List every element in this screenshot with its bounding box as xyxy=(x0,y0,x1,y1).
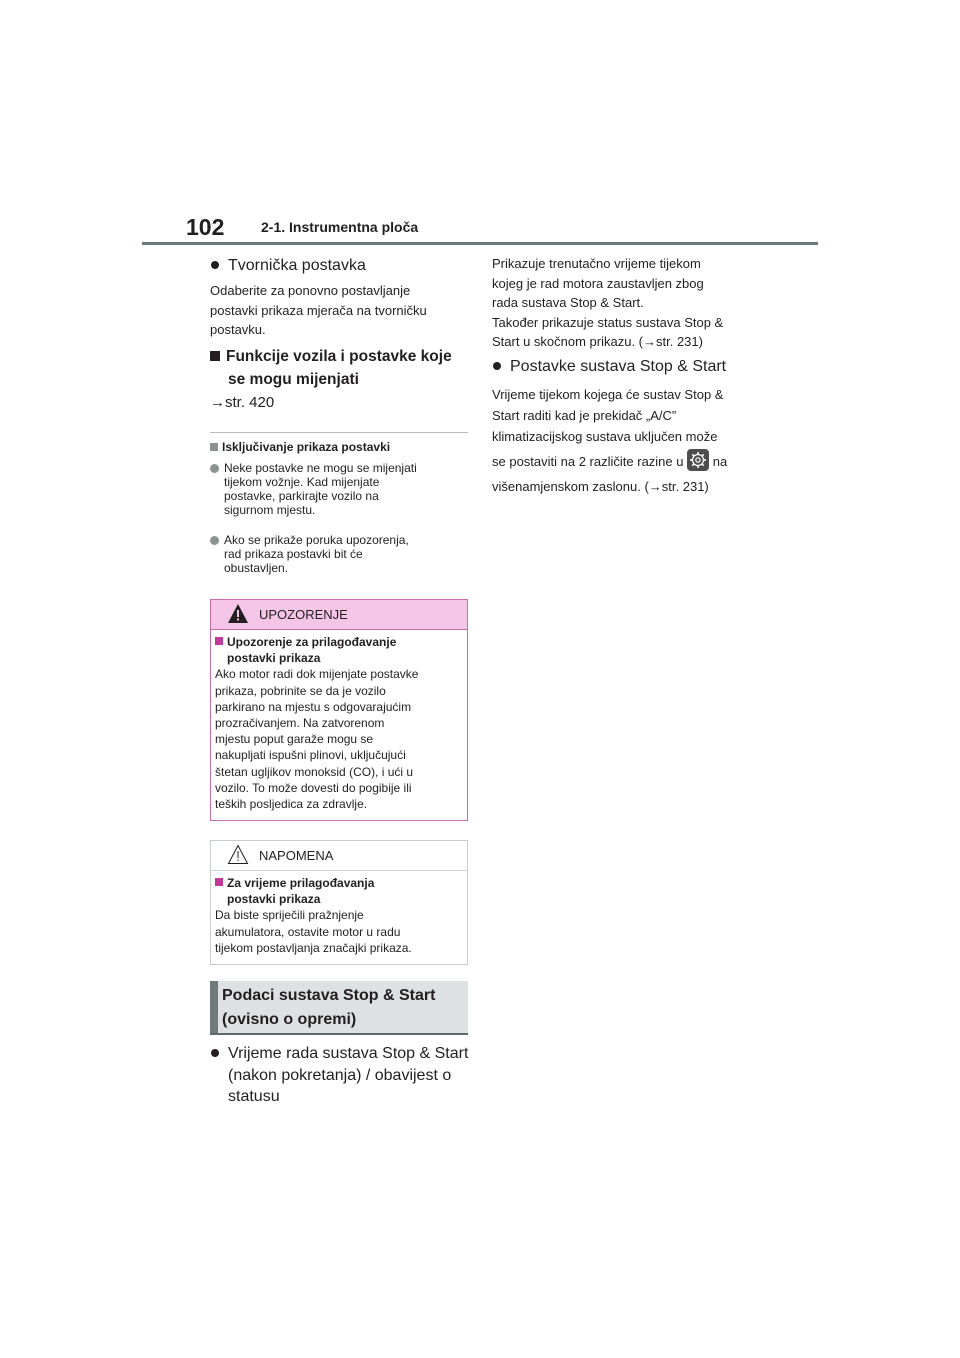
text-line: obustavljen. xyxy=(224,561,289,575)
text-line: parkirano na mjestu s odgovarajućim xyxy=(215,699,412,714)
text-line: višenamjenskom zaslonu. (→str. 231) xyxy=(492,478,709,494)
warning-title: UPOZORENJE xyxy=(259,607,348,622)
functions-ref[interactable]: →str. 420 xyxy=(210,394,275,411)
divider xyxy=(210,432,468,433)
header-accent-bar xyxy=(210,981,218,1033)
disable-heading-text: Isključivanje prikaza postavki xyxy=(222,440,391,454)
text-fragment: se postaviti na 2 različite razine u xyxy=(492,453,684,469)
bullet-dot xyxy=(210,536,219,545)
functions-heading-line: se mogu mijenjati xyxy=(228,371,359,388)
text-line: Upozorenje za prilagođavanje xyxy=(227,635,397,649)
text-line: Start raditi kad je prekidač „A/C” xyxy=(492,408,677,424)
text-line: kojeg je rad motora zaustavljen zbog xyxy=(492,275,704,291)
caution-triangle-icon xyxy=(227,844,249,865)
settings-gear-icon xyxy=(687,449,709,471)
factory-heading xyxy=(211,255,366,276)
text-line: Prikazuje trenutačno vrijeme tijekom xyxy=(492,256,701,271)
notice-subheading xyxy=(215,875,463,907)
notice-body xyxy=(211,871,467,956)
text-line: Da biste spriječili pražnjenje xyxy=(215,908,364,923)
bullet-dot xyxy=(211,1049,219,1057)
text-line: tijekom postavljanja značajki prikaza. xyxy=(215,940,412,955)
text-line: postavki prikaza xyxy=(227,892,321,907)
text-line: tijekom vožnje. Kad mijenjate xyxy=(224,475,380,489)
text-line: prozračivanjem. Na zatvorenom xyxy=(215,716,385,731)
text-line: postavke, parkirajte vozilo na xyxy=(224,489,379,503)
text-line: Neke postavke ne mogu se mijenjati xyxy=(224,461,417,475)
square-bullet xyxy=(210,443,218,451)
text-line: klimatizacijskog sustava uključen može xyxy=(492,429,718,445)
text-line: vozilo. To može dovesti do pogibije ili xyxy=(215,780,412,795)
text-line-with-icon xyxy=(492,448,762,476)
settings-heading xyxy=(493,356,726,377)
text-fragment: na xyxy=(712,453,728,469)
square-bullet xyxy=(215,637,223,645)
text-line: postavki prikaza mjerača na tvorničku xyxy=(210,302,427,318)
notice-box xyxy=(210,840,468,965)
disable-bullet-2 xyxy=(210,533,409,575)
disable-bullet-1 xyxy=(210,461,417,517)
disable-heading xyxy=(210,440,390,454)
stopstart-heading xyxy=(222,984,435,1032)
factory-text xyxy=(210,281,460,340)
stopstart-item xyxy=(211,1043,468,1108)
header-rule xyxy=(142,242,818,245)
section-title: 2-1. Instrumentna ploča xyxy=(261,219,419,235)
page-number: 102 xyxy=(186,214,225,240)
text-line: postavki prikaza xyxy=(227,651,321,666)
factory-heading-text: Tvornička postavka xyxy=(228,257,366,274)
text-line: Za vrijeme prilagođavanja xyxy=(227,876,375,890)
text-line: teških posljedica za zdravlje. xyxy=(215,797,368,812)
text-line: Vrijeme tijekom kojega će sustav Stop & xyxy=(492,387,724,402)
square-bullet xyxy=(215,878,223,886)
functions-heading-line: Funkcije vozila i postavke koje xyxy=(226,348,452,365)
text-line: rad prikaza postavki bit će xyxy=(224,547,363,561)
stopstart-section-header xyxy=(210,981,468,1035)
text-line: Vrijeme rada sustava Stop & Start xyxy=(228,1045,469,1062)
text-line: sigurnom mjestu. xyxy=(224,503,316,517)
notice-header xyxy=(211,841,467,871)
warning-header xyxy=(211,600,467,630)
text-line: štetan ugljikov monoksid (CO), i ući u xyxy=(215,764,414,779)
bullet-dot xyxy=(210,464,219,473)
text-line: nakupljati ispušni plinovi, uključujući xyxy=(215,748,406,763)
text-line: Odaberite za ponovno postavljanje xyxy=(210,283,411,298)
warning-body xyxy=(211,630,467,812)
text-line: Ako motor radi dok mijenjate postavke xyxy=(215,667,419,682)
text-line: Start u skočnom prikazu. (→str. 231) xyxy=(492,334,703,349)
heading-line: (ovisno o opremi) xyxy=(222,1011,357,1028)
warning-triangle-icon xyxy=(227,603,249,624)
text-line: akumulatora, ostavite motor u radu xyxy=(215,924,401,939)
text-line: postavku. xyxy=(210,322,266,337)
notice-title: NAPOMENA xyxy=(259,848,334,863)
text-line: prikaza, pobrinite se da je vozilo xyxy=(215,683,386,698)
bullet-dot xyxy=(211,261,219,269)
heading-line: Podaci sustava Stop & Start xyxy=(222,987,436,1004)
right-intro xyxy=(492,254,762,352)
warning-subheading xyxy=(215,634,463,666)
text-line: statusu xyxy=(228,1088,280,1105)
text-line: rada sustava Stop & Start. xyxy=(492,295,644,310)
bullet-dot xyxy=(493,362,501,370)
functions-heading xyxy=(210,345,452,391)
settings-heading-text: Postavke sustava Stop & Start xyxy=(510,358,727,375)
text-line: (nakon pokretanja) / obavijest o xyxy=(228,1066,452,1084)
settings-text xyxy=(492,384,762,497)
warning-box xyxy=(210,599,468,821)
text-line: Također prikazuje status sustava Stop & xyxy=(492,314,724,330)
text-line: Ako se prikaže poruka upozorenja, xyxy=(224,533,409,547)
text-line: mjestu poput garaže mogu se xyxy=(215,732,374,747)
square-bullet xyxy=(210,351,220,361)
